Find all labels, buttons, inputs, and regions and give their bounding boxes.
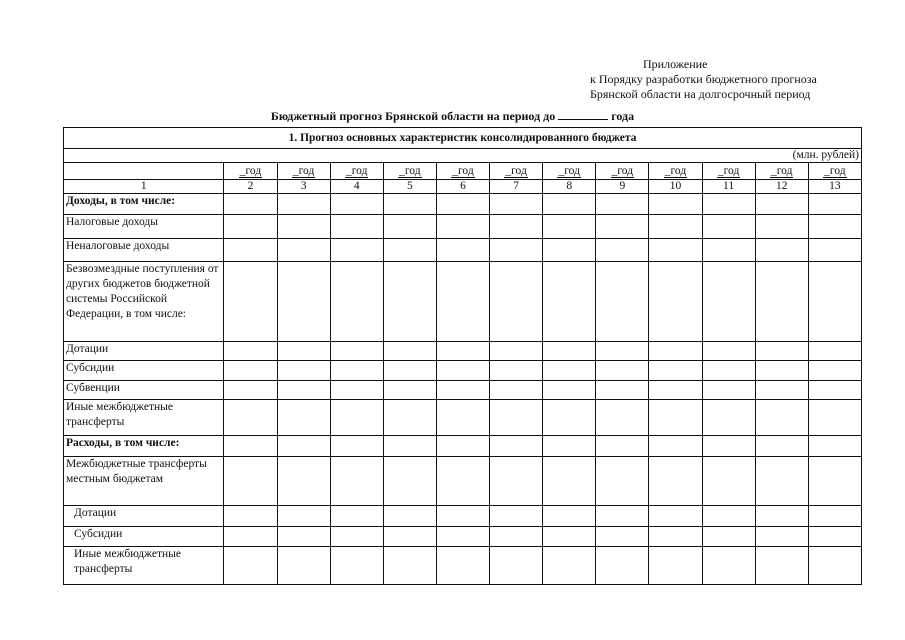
value-cell xyxy=(383,262,436,342)
row-label: Иные межбюджетные трансферты xyxy=(64,547,224,585)
year-header-cell: _год xyxy=(596,163,649,180)
year-header-cell: _год xyxy=(755,163,808,180)
value-cell xyxy=(649,506,702,527)
table-row xyxy=(64,215,862,239)
table-row xyxy=(64,262,862,342)
value-cell xyxy=(277,527,330,547)
value-cell xyxy=(596,547,649,585)
value-cell xyxy=(490,215,543,239)
value-cell xyxy=(808,457,861,506)
value-cell xyxy=(649,400,702,436)
value-cell xyxy=(649,194,702,215)
value-cell xyxy=(436,342,489,361)
units-label: (млн. рублей) xyxy=(64,149,862,163)
value-cell xyxy=(755,400,808,436)
value-cell xyxy=(277,342,330,361)
value-cell xyxy=(224,194,277,215)
value-cell xyxy=(702,215,755,239)
value-cell xyxy=(383,436,436,457)
value-cell xyxy=(277,381,330,400)
column-number: 5 xyxy=(383,180,436,194)
value-cell xyxy=(436,194,489,215)
appendix-line-2: Брянской области на долгосрочный период xyxy=(590,87,811,101)
appendix-title: Приложение xyxy=(643,57,708,71)
value-cell xyxy=(808,361,861,381)
value-cell xyxy=(277,457,330,506)
value-cell xyxy=(543,400,596,436)
value-cell xyxy=(224,381,277,400)
value-cell xyxy=(383,457,436,506)
value-cell xyxy=(224,527,277,547)
value-cell xyxy=(649,457,702,506)
value-cell xyxy=(330,194,383,215)
section-title: 1. Прогноз основных характеристик консолидированного бюджета xyxy=(64,128,862,149)
table-row xyxy=(64,457,862,506)
data-rows xyxy=(64,194,862,585)
value-cell xyxy=(277,400,330,436)
value-cell xyxy=(224,506,277,527)
value-cell xyxy=(755,527,808,547)
value-cell xyxy=(224,436,277,457)
column-number: 4 xyxy=(330,180,383,194)
value-cell xyxy=(543,436,596,457)
value-cell xyxy=(224,457,277,506)
column-number: 11 xyxy=(702,180,755,194)
value-cell xyxy=(224,215,277,239)
row-label: Субсидии xyxy=(64,361,224,381)
value-cell xyxy=(330,361,383,381)
value-cell xyxy=(702,400,755,436)
table-row xyxy=(64,239,862,262)
value-cell xyxy=(490,457,543,506)
value-cell xyxy=(224,239,277,262)
value-cell xyxy=(755,457,808,506)
value-cell xyxy=(543,194,596,215)
title-suffix: года xyxy=(611,109,635,123)
value-cell xyxy=(436,527,489,547)
value-cell xyxy=(383,400,436,436)
value-cell xyxy=(649,381,702,400)
value-cell xyxy=(383,239,436,262)
year-header-cell: _год xyxy=(543,163,596,180)
table-row xyxy=(64,527,862,547)
value-cell xyxy=(436,400,489,436)
row-label: Субвенции xyxy=(64,381,224,400)
value-cell xyxy=(808,527,861,547)
year-header-cell: _год xyxy=(702,163,755,180)
value-cell xyxy=(702,342,755,361)
value-cell xyxy=(277,239,330,262)
value-cell xyxy=(649,361,702,381)
value-cell xyxy=(649,342,702,361)
value-cell xyxy=(490,547,543,585)
value-cell xyxy=(808,342,861,361)
value-cell xyxy=(755,436,808,457)
value-cell xyxy=(649,239,702,262)
value-cell xyxy=(383,215,436,239)
row-label: Дотации xyxy=(64,506,224,527)
value-cell xyxy=(224,342,277,361)
value-cell xyxy=(436,262,489,342)
table-row xyxy=(64,400,862,436)
value-cell xyxy=(383,361,436,381)
value-cell xyxy=(490,342,543,361)
value-cell xyxy=(436,506,489,527)
value-cell xyxy=(543,361,596,381)
value-cell xyxy=(330,436,383,457)
value-cell xyxy=(330,342,383,361)
value-cell xyxy=(330,239,383,262)
value-cell xyxy=(808,239,861,262)
value-cell xyxy=(755,239,808,262)
value-cell xyxy=(490,239,543,262)
table-row xyxy=(64,547,862,585)
row-label: Безвозмездные поступления от других бюджетов бюджетной системы Российской Федерации, в том числе: xyxy=(64,262,224,342)
value-cell xyxy=(596,262,649,342)
value-cell xyxy=(543,381,596,400)
value-cell xyxy=(543,547,596,585)
table-row xyxy=(64,342,862,361)
row-label: Субсидии xyxy=(64,527,224,547)
column-number: 3 xyxy=(277,180,330,194)
column-number: 1 xyxy=(64,180,224,194)
value-cell xyxy=(808,547,861,585)
value-cell xyxy=(596,194,649,215)
value-cell xyxy=(490,436,543,457)
column-number: 7 xyxy=(490,180,543,194)
column-number: 10 xyxy=(649,180,702,194)
row-label: Налоговые доходы xyxy=(64,215,224,239)
row-label: Неналоговые доходы xyxy=(64,239,224,262)
title-blank-field xyxy=(558,108,608,120)
value-cell xyxy=(383,547,436,585)
value-cell xyxy=(330,262,383,342)
value-cell xyxy=(224,547,277,585)
table-row xyxy=(64,381,862,400)
value-cell xyxy=(702,547,755,585)
row-label: Дотации xyxy=(64,342,224,361)
year-header-cell: _год xyxy=(383,163,436,180)
year-header-cell: _год xyxy=(649,163,702,180)
value-cell xyxy=(596,527,649,547)
value-cell xyxy=(330,457,383,506)
value-cell xyxy=(702,506,755,527)
value-cell xyxy=(755,215,808,239)
value-cell xyxy=(543,506,596,527)
value-cell xyxy=(702,262,755,342)
appendix-header xyxy=(590,57,840,102)
year-header-cell: _год xyxy=(490,163,543,180)
value-cell xyxy=(436,381,489,400)
value-cell xyxy=(808,381,861,400)
appendix-line-1: к Порядку разработки бюджетного прогноза xyxy=(590,72,817,86)
column-number: 6 xyxy=(436,180,489,194)
value-cell xyxy=(436,361,489,381)
value-cell xyxy=(490,361,543,381)
value-cell xyxy=(596,381,649,400)
value-cell xyxy=(543,215,596,239)
budget-forecast-table xyxy=(63,127,862,585)
value-cell xyxy=(596,342,649,361)
value-cell xyxy=(808,436,861,457)
value-cell xyxy=(224,400,277,436)
value-cell xyxy=(543,457,596,506)
document-title xyxy=(0,108,905,124)
value-cell xyxy=(330,215,383,239)
value-cell xyxy=(490,506,543,527)
value-cell xyxy=(490,381,543,400)
value-cell xyxy=(808,506,861,527)
value-cell xyxy=(702,239,755,262)
column-number: 2 xyxy=(224,180,277,194)
value-cell xyxy=(543,239,596,262)
value-cell xyxy=(596,506,649,527)
value-cell xyxy=(383,194,436,215)
year-header-row xyxy=(64,163,862,180)
table-row xyxy=(64,506,862,527)
value-cell xyxy=(702,361,755,381)
value-cell xyxy=(702,527,755,547)
value-cell xyxy=(649,547,702,585)
value-cell xyxy=(755,547,808,585)
value-cell xyxy=(224,361,277,381)
value-cell xyxy=(596,400,649,436)
column-number: 13 xyxy=(808,180,861,194)
value-cell xyxy=(649,215,702,239)
value-cell xyxy=(596,436,649,457)
value-cell xyxy=(755,381,808,400)
value-cell xyxy=(436,457,489,506)
value-cell xyxy=(755,506,808,527)
value-cell xyxy=(755,262,808,342)
value-cell xyxy=(543,342,596,361)
value-cell xyxy=(755,342,808,361)
value-cell xyxy=(383,506,436,527)
title-text: Бюджетный прогноз Брянской области на период до xyxy=(270,109,556,123)
value-cell xyxy=(330,381,383,400)
value-cell xyxy=(436,436,489,457)
value-cell xyxy=(436,215,489,239)
value-cell xyxy=(808,262,861,342)
value-cell xyxy=(755,194,808,215)
row-label: Доходы, в том числе: xyxy=(64,194,224,215)
value-cell xyxy=(277,506,330,527)
value-cell xyxy=(702,194,755,215)
value-cell xyxy=(436,547,489,585)
value-cell xyxy=(277,215,330,239)
table-row xyxy=(64,361,862,381)
year-header-cell: _год xyxy=(330,163,383,180)
value-cell xyxy=(490,194,543,215)
year-header-cell: _год xyxy=(224,163,277,180)
value-cell xyxy=(277,194,330,215)
year-header-empty xyxy=(64,163,224,180)
value-cell xyxy=(330,547,383,585)
value-cell xyxy=(490,262,543,342)
value-cell xyxy=(596,361,649,381)
year-header-cell: _год xyxy=(808,163,861,180)
value-cell xyxy=(330,527,383,547)
value-cell xyxy=(649,527,702,547)
value-cell xyxy=(649,436,702,457)
value-cell xyxy=(490,400,543,436)
column-number: 12 xyxy=(755,180,808,194)
value-cell xyxy=(490,527,543,547)
value-cell xyxy=(649,262,702,342)
value-cell xyxy=(755,361,808,381)
row-label: Расходы, в том числе: xyxy=(64,436,224,457)
value-cell xyxy=(330,506,383,527)
value-cell xyxy=(596,239,649,262)
value-cell xyxy=(277,262,330,342)
value-cell xyxy=(808,194,861,215)
year-header-cell: _год xyxy=(277,163,330,180)
value-cell xyxy=(277,436,330,457)
value-cell xyxy=(543,262,596,342)
value-cell xyxy=(702,457,755,506)
table-row xyxy=(64,194,862,215)
column-number: 9 xyxy=(596,180,649,194)
value-cell xyxy=(543,527,596,547)
value-cell xyxy=(277,547,330,585)
value-cell xyxy=(224,262,277,342)
value-cell xyxy=(702,436,755,457)
column-number: 8 xyxy=(543,180,596,194)
year-header-cell: _год xyxy=(436,163,489,180)
value-cell xyxy=(277,361,330,381)
value-cell xyxy=(436,239,489,262)
value-cell xyxy=(808,400,861,436)
value-cell xyxy=(596,215,649,239)
value-cell xyxy=(596,457,649,506)
row-label: Иные межбюджетные трансферты xyxy=(64,400,224,436)
value-cell xyxy=(383,381,436,400)
column-number-row xyxy=(64,180,862,194)
value-cell xyxy=(383,527,436,547)
value-cell xyxy=(702,381,755,400)
table-row xyxy=(64,436,862,457)
value-cell xyxy=(383,342,436,361)
value-cell xyxy=(330,400,383,436)
value-cell xyxy=(808,215,861,239)
row-label: Межбюджетные трансферты местным бюджетам xyxy=(64,457,224,506)
